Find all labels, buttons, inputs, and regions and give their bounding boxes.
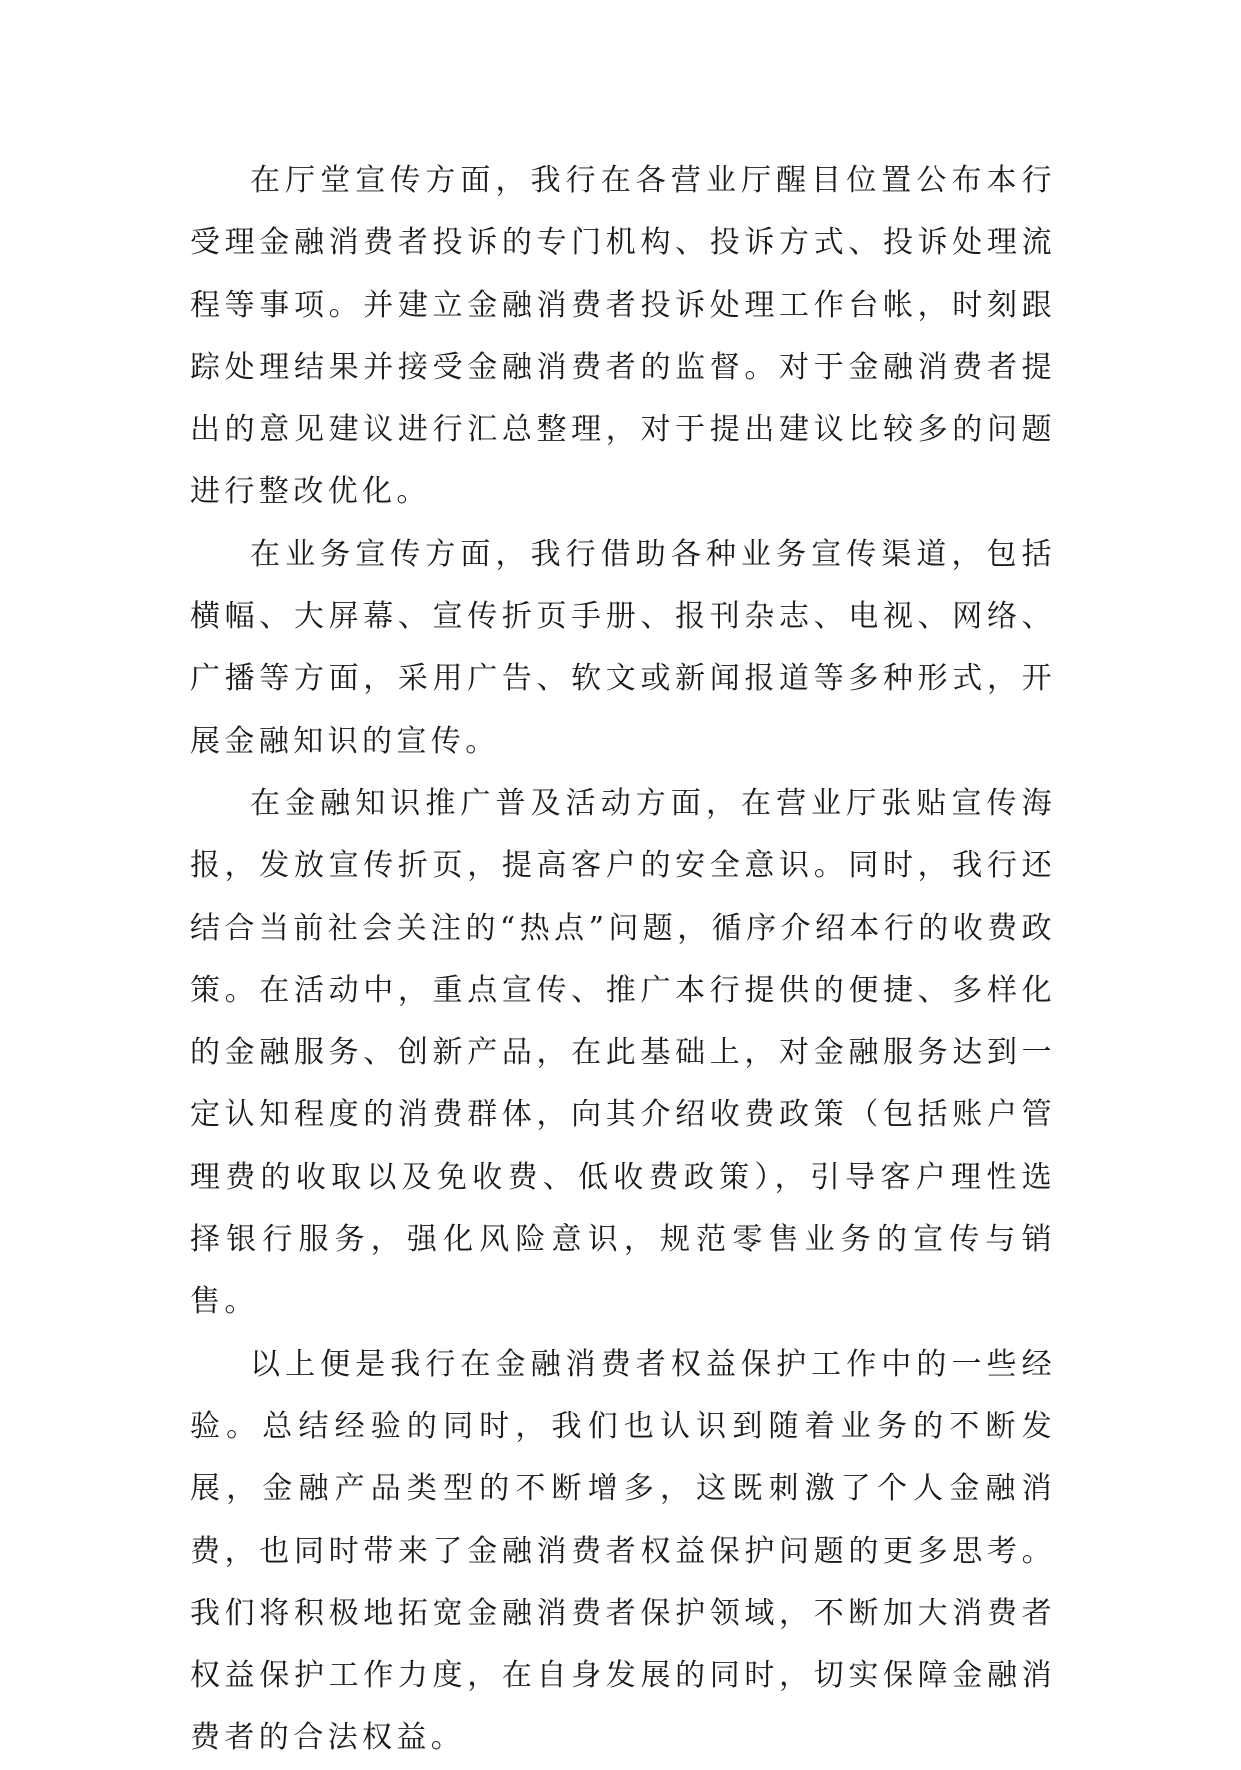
document-body xyxy=(190,150,1056,1770)
paragraph-business-publicity: 在业务宣传方面，我行借助各种业务宣传渠道，包括横幅、大屏幕、宣传折页手册、报刊杂志、电视、网络、广播等方面，采用广告、软文或新闻报道等多种形式，开展金融知识的宣传。 xyxy=(190,536,1056,759)
paragraph-lobby-publicity: 在厅堂宣传方面，我行在各营业厅醒目位置公布本行受理金融消费者投诉的专门机构、投诉方式、投诉处理流程等事项。并建立金融消费者投诉处理工作台帐，时刻跟踪处理结果并接受金融消费者的监督。对于金融消费者提出的意见建议进行汇总整理，对于提出建议比较多的问题进行整改优化。 xyxy=(190,163,1056,510)
paragraph-conclusion: 以上便是我行在金融消费者权益保护工作中的一些经验。总结经验的同时，我们也认识到随着业务的不断发展，金融产品类型的不断增多，这既刺激了个人金融消费，也同时带来了金融消费者权益保护问题的更多思考。我们将积极地拓宽金融消费者保护领域，不断加大消费者权益保护工作力度，在自身发展的同时，切实保障金融消费者的合法权益。 xyxy=(190,1346,1056,1756)
paragraph-financial-knowledge-activities: 在金融知识推广普及活动方面，在营业厅张贴宣传海报，发放宣传折页，提高客户的安全意识。同时，我行还结合当前社会关注的“热点”问题，循序介绍本行的收费政策。在活动中，重点宣传、推广本行提供的便捷、多样化的金融服务、创新产品，在此基础上，对金融服务达到一定认知程度的消费群体，向其介绍收费政策（包括账户管理费的收取以及免收费、低收费政策），引导客户理性选择银行服务，强化风险意识，规范零售业务的宣传与销售。 xyxy=(190,785,1056,1320)
